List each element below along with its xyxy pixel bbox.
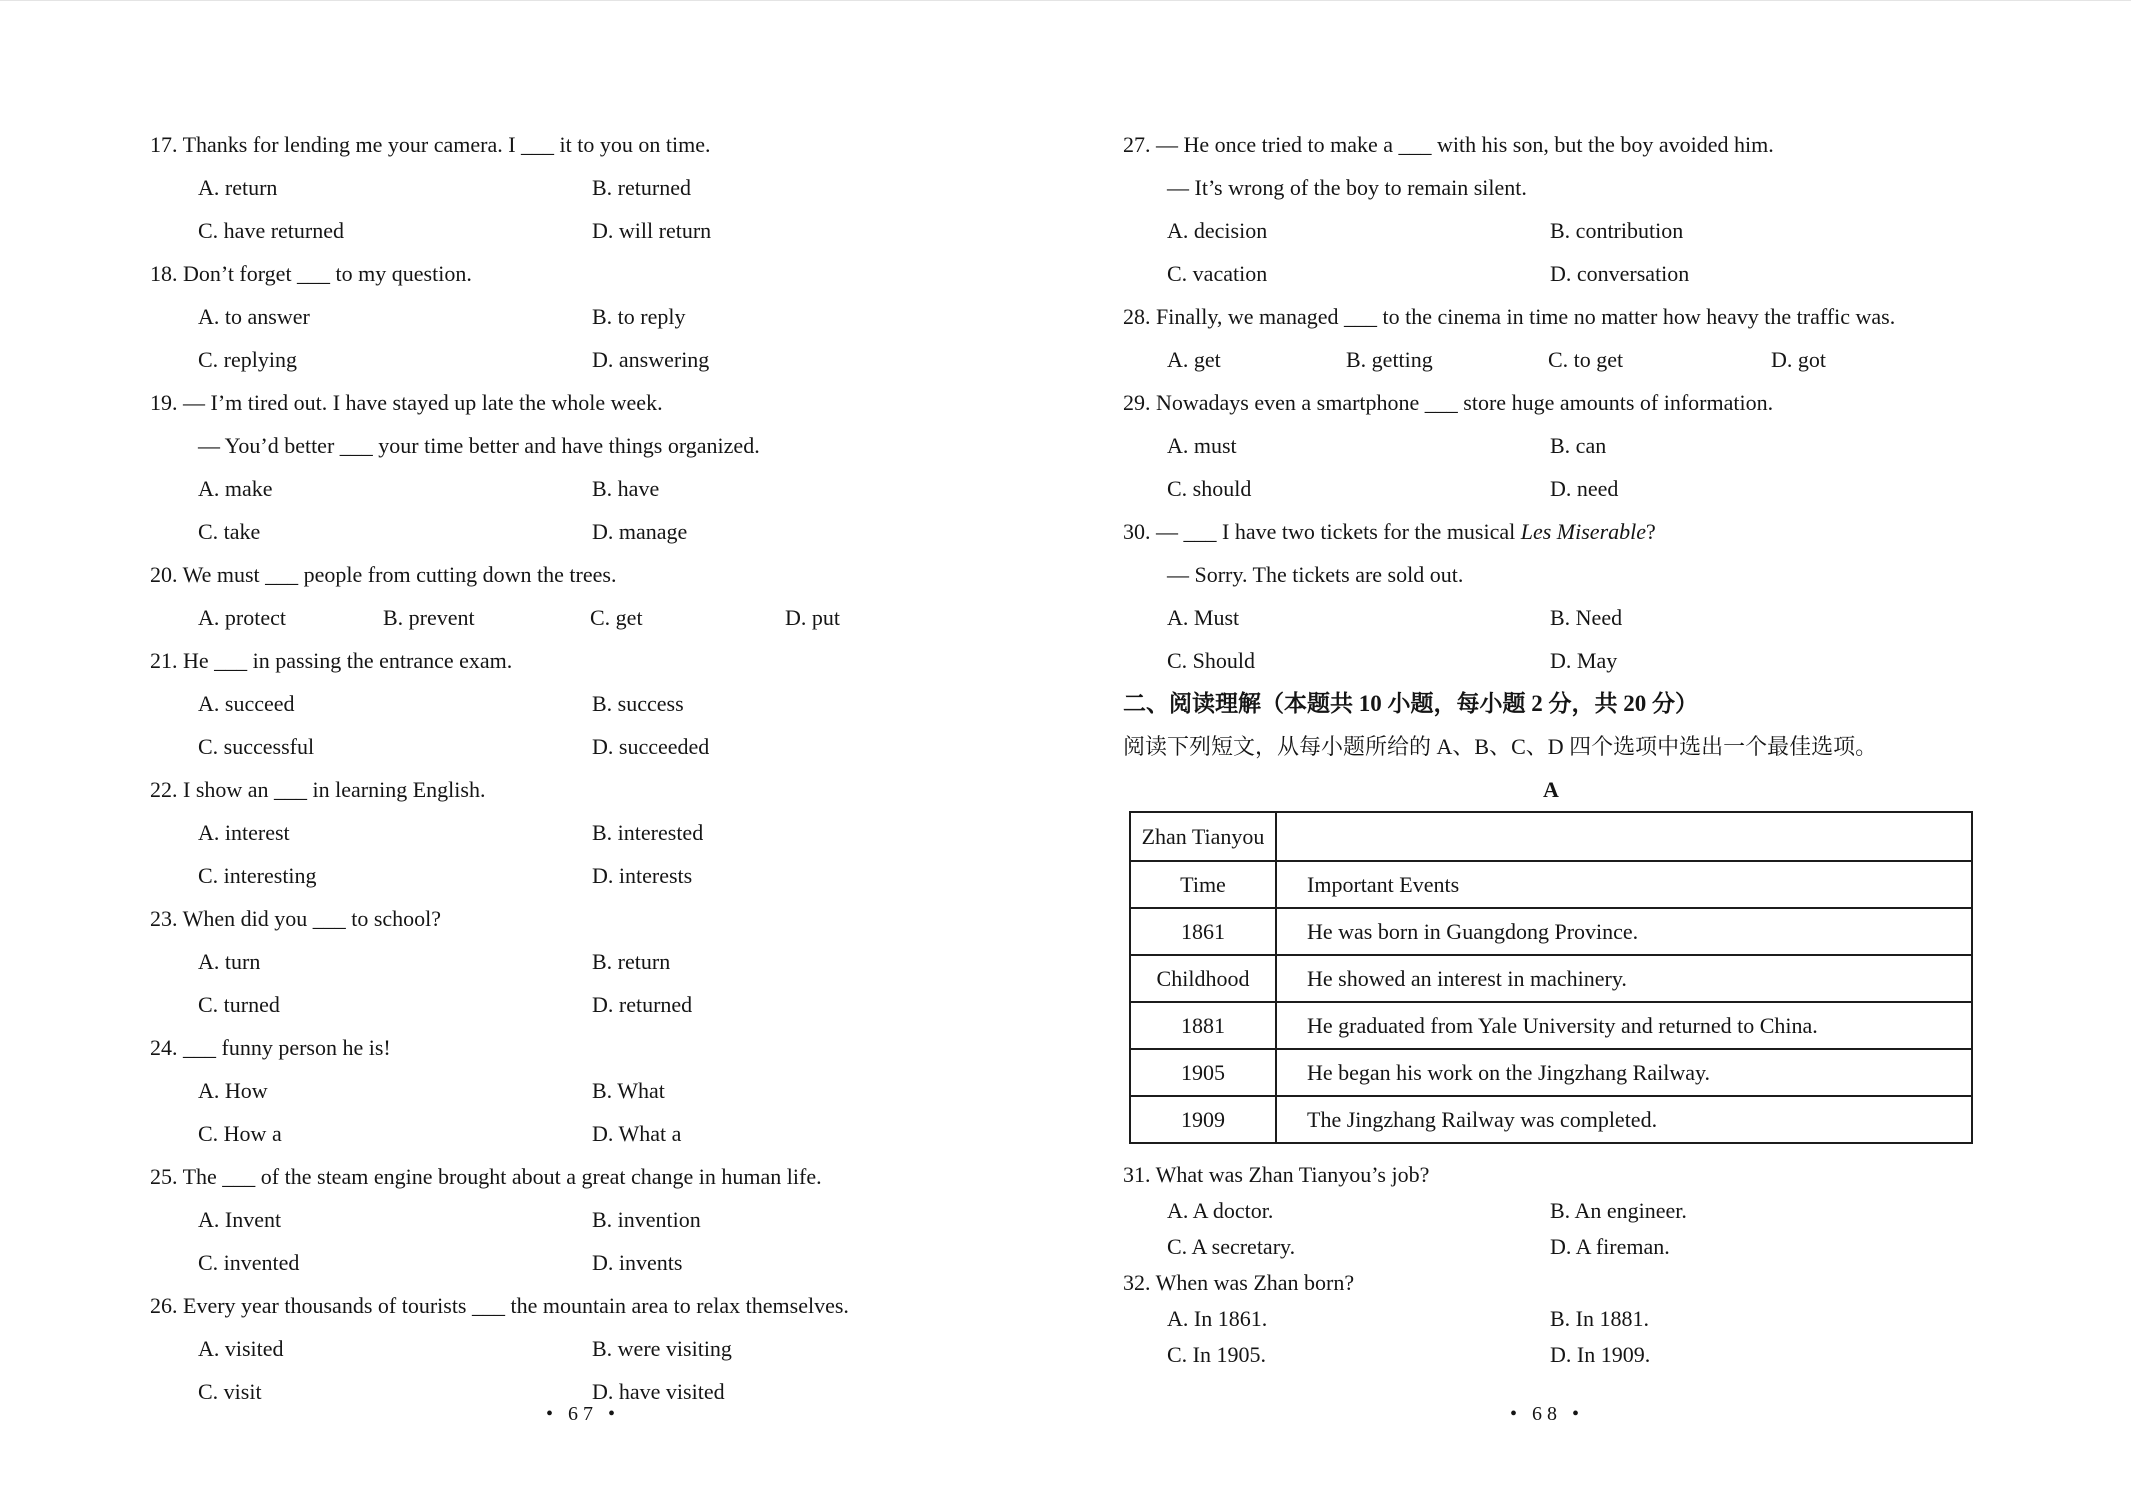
option-24-b: B. What <box>592 1078 665 1103</box>
question-27 <box>1123 123 2003 295</box>
option-29-c: C. should <box>1167 476 1252 501</box>
table-cell-time: 1909 <box>1130 1096 1276 1143</box>
question-32-options-ab <box>1123 1301 2003 1337</box>
comprehension-questions <box>1123 1157 2003 1373</box>
question-26 <box>150 1284 970 1413</box>
question-27-text-2: — It’s wrong of the boy to remain silent. <box>1167 175 1527 200</box>
option-31-b: B. An engineer. <box>1550 1198 1687 1223</box>
question-25 <box>150 1155 970 1284</box>
page-right <box>1123 123 2003 1373</box>
option-20-b: B. prevent <box>383 605 475 630</box>
option-28-c: C. to get <box>1548 347 1624 372</box>
option-27-c: C. vacation <box>1167 261 1268 286</box>
question-17 <box>150 123 970 252</box>
option-31-c: C. A secretary. <box>1167 1234 1296 1259</box>
question-21-options-ab <box>150 682 970 725</box>
table-cell-time: 1861 <box>1130 908 1276 955</box>
question-17-text: 17. Thanks for lending me your camera. I ___ it to you on time. <box>150 132 711 157</box>
question-27-text-1: 27. — He once tried to make a ___ with his son, but the boy avoided him. <box>1123 132 1774 157</box>
question-20 <box>150 553 970 639</box>
option-28-a: A. get <box>1167 347 1221 372</box>
option-20-c: C. get <box>590 605 643 630</box>
zhan-tianyou-table <box>1129 811 1973 1144</box>
table-title-row <box>1130 812 1972 861</box>
table-header-events: Important Events <box>1276 861 1972 908</box>
question-18-options-cd <box>150 338 970 381</box>
option-18-c: C. replying <box>198 347 297 372</box>
option-18-d: D. answering <box>592 347 710 372</box>
option-23-c: C. turned <box>198 992 280 1017</box>
option-28-d: D. got <box>1771 347 1826 372</box>
option-31-a: A. A doctor. <box>1167 1198 1274 1223</box>
option-30-b: B. Need <box>1550 605 1623 630</box>
table-row-1905 <box>1130 1049 1972 1096</box>
question-24-options-ab <box>150 1069 970 1112</box>
question-21-text: 21. He ___ in passing the entrance exam. <box>150 648 513 673</box>
question-27-options-ab <box>1123 209 2003 252</box>
table-cell-event: He showed an interest in machinery. <box>1276 955 1972 1002</box>
question-28-options-row <box>1123 338 2003 381</box>
option-17-a: A. return <box>198 175 278 200</box>
question-20-text: 20. We must ___ people from cutting down the trees. <box>150 562 617 587</box>
option-17-c: C. have returned <box>198 218 344 243</box>
option-30-d: D. May <box>1550 648 1618 673</box>
question-29 <box>1123 381 2003 510</box>
question-18 <box>150 252 970 381</box>
option-32-a: A. In 1861. <box>1167 1306 1268 1331</box>
question-23-options-cd <box>150 983 970 1026</box>
question-22 <box>150 768 970 897</box>
table-cell-event: The Jingzhang Railway was completed. <box>1276 1096 1972 1143</box>
question-21-options-cd <box>150 725 970 768</box>
question-30-options-cd <box>1123 639 2003 682</box>
option-22-a: A. interest <box>198 820 290 845</box>
option-30-a: A. Must <box>1167 605 1240 630</box>
option-25-d: D. invents <box>592 1250 683 1275</box>
option-28-b: B. getting <box>1346 347 1433 372</box>
question-31-options-ab <box>1123 1193 2003 1229</box>
option-27-b: B. contribution <box>1550 218 1684 243</box>
option-24-c: C. How a <box>198 1121 282 1146</box>
question-23-text: 23. When did you ___ to school? <box>150 906 442 931</box>
option-21-d: D. succeeded <box>592 734 710 759</box>
question-30-text-1 <box>1123 510 2003 553</box>
question-32-text: 32. When was Zhan born? <box>1123 1270 1355 1295</box>
table-cell-event: He graduated from Yale University and returned to China. <box>1276 1002 1972 1049</box>
option-22-c: C. interesting <box>198 863 317 888</box>
option-29-d: D. need <box>1550 476 1619 501</box>
option-29-b: B. can <box>1550 433 1607 458</box>
option-30-c: C. Should <box>1167 648 1256 673</box>
question-18-text: 18. Don’t forget ___ to my question. <box>150 261 472 286</box>
question-17-options-ab <box>150 166 970 209</box>
question-24-text: 24. ___ funny person he is! <box>150 1035 391 1060</box>
question-30-options-ab <box>1123 596 2003 639</box>
option-21-c: C. successful <box>198 734 315 759</box>
option-27-a: A. decision <box>1167 218 1268 243</box>
question-30-text-post: ? <box>1646 519 1656 544</box>
option-32-b: B. In 1881. <box>1550 1306 1649 1331</box>
question-31-text: 31. What was Zhan Tianyou’s job? <box>1123 1162 1430 1187</box>
question-22-options-ab <box>150 811 970 854</box>
question-29-options-ab <box>1123 424 2003 467</box>
question-23-options-ab <box>150 940 970 983</box>
option-25-b: B. invention <box>592 1207 701 1232</box>
option-23-d: D. returned <box>592 992 693 1017</box>
table-title-cell: Zhan Tianyou <box>1130 812 1276 861</box>
question-25-options-cd <box>150 1241 970 1284</box>
question-29-text: 29. Nowadays even a smartphone ___ store huge amounts of information. <box>1123 390 1774 415</box>
option-20-d: D. put <box>785 605 840 630</box>
question-24 <box>150 1026 970 1155</box>
page-number-68: • 68 • <box>1509 1403 1584 1425</box>
option-26-b: B. were visiting <box>592 1336 732 1361</box>
section-2-instruction: 阅读下列短文，从每小题所给的 A、B、C、D 四个选项中选出一个最佳选项。 <box>1123 734 1878 759</box>
option-19-b: B. have <box>592 476 660 501</box>
question-26-text: 26. Every year thousands of tourists ___ the mountain area to relax themselves. <box>150 1293 849 1318</box>
option-17-d: D. will return <box>592 218 712 243</box>
option-21-b: B. success <box>592 691 684 716</box>
question-24-options-cd <box>150 1112 970 1155</box>
question-19-options-cd <box>150 510 970 553</box>
option-32-d: D. In 1909. <box>1550 1342 1651 1367</box>
option-22-b: B. interested <box>592 820 704 845</box>
table-row-childhood <box>1130 955 1972 1002</box>
table-row-1909 <box>1130 1096 1972 1143</box>
option-26-a: A. visited <box>198 1336 284 1361</box>
option-19-c: C. take <box>198 519 261 544</box>
option-26-c: C. visit <box>198 1379 262 1404</box>
question-28 <box>1123 295 2003 381</box>
question-19-text-2: — You’d better ___ your time better and have things organized. <box>198 433 760 458</box>
option-20-a: A. protect <box>198 605 286 630</box>
question-18-options-ab <box>150 295 970 338</box>
question-19-text-1: 19. — I’m tired out. I have stayed up late the whole week. <box>150 390 663 415</box>
question-23 <box>150 897 970 1026</box>
question-20-options-row <box>150 596 970 639</box>
table-row-1881 <box>1130 1002 1972 1049</box>
question-19 <box>150 381 970 553</box>
table-row-1861 <box>1130 908 1972 955</box>
page-number-67: • 67 • <box>545 1403 620 1425</box>
question-25-options-ab <box>150 1198 970 1241</box>
option-17-b: B. returned <box>592 175 691 200</box>
table-header-time: Time <box>1130 861 1276 908</box>
option-18-a: A. to answer <box>198 304 310 329</box>
option-24-a: A. How <box>198 1078 268 1103</box>
option-32-c: C. In 1905. <box>1167 1342 1266 1367</box>
table-cell-event: He was born in Guangdong Province. <box>1276 908 1972 955</box>
option-23-a: A. turn <box>198 949 261 974</box>
table-cell-event: He began his work on the Jingzhang Railway. <box>1276 1049 1972 1096</box>
question-32 <box>1123 1265 2003 1373</box>
option-27-d: D. conversation <box>1550 261 1690 286</box>
table-title-empty-cell <box>1276 812 1972 861</box>
question-28-text: 28. Finally, we managed ___ to the cinema in time no matter how heavy the traffic was. <box>1123 304 1896 329</box>
question-30 <box>1123 510 2003 682</box>
question-30-text-pre: 30. — ___ I have two tickets for the musical <box>1123 519 1521 544</box>
passage-a-label: A <box>1543 777 1559 802</box>
question-31-options-cd <box>1123 1229 2003 1265</box>
table-cell-time: 1881 <box>1130 1002 1276 1049</box>
table-cell-time: 1905 <box>1130 1049 1276 1096</box>
page-left <box>150 123 970 1413</box>
question-22-options-cd <box>150 854 970 897</box>
question-22-text: 22. I show an ___ in learning English. <box>150 777 486 802</box>
option-25-a: A. Invent <box>198 1207 282 1232</box>
question-26-options-ab <box>150 1327 970 1370</box>
option-24-d: D. What a <box>592 1121 682 1146</box>
option-21-a: A. succeed <box>198 691 295 716</box>
option-31-d: D. A fireman. <box>1550 1234 1670 1259</box>
section-2-header: 二、阅读理解（本题共 10 小题，每小题 2 分，共 20 分） <box>1123 691 1698 716</box>
option-22-d: D. interests <box>592 863 693 888</box>
option-19-a: A. make <box>198 476 273 501</box>
question-31 <box>1123 1157 2003 1265</box>
option-26-d: D. have visited <box>592 1379 725 1404</box>
question-21 <box>150 639 970 768</box>
option-29-a: A. must <box>1167 433 1237 458</box>
question-30-text-2: — Sorry. The tickets are sold out. <box>1167 562 1464 587</box>
table-cell-time: Childhood <box>1130 955 1276 1002</box>
question-29-options-cd <box>1123 467 2003 510</box>
option-19-d: D. manage <box>592 519 688 544</box>
table-header-row <box>1130 861 1972 908</box>
option-18-b: B. to reply <box>592 304 686 329</box>
question-30-musical-title: Les Miserable <box>1520 519 1647 544</box>
question-19-options-ab <box>150 467 970 510</box>
question-25-text: 25. The ___ of the steam engine brought about a great change in human life. <box>150 1164 822 1189</box>
option-23-b: B. return <box>592 949 671 974</box>
option-25-c: C. invented <box>198 1250 300 1275</box>
question-17-options-cd <box>150 209 970 252</box>
question-32-options-cd <box>1123 1337 2003 1373</box>
question-27-options-cd <box>1123 252 2003 295</box>
